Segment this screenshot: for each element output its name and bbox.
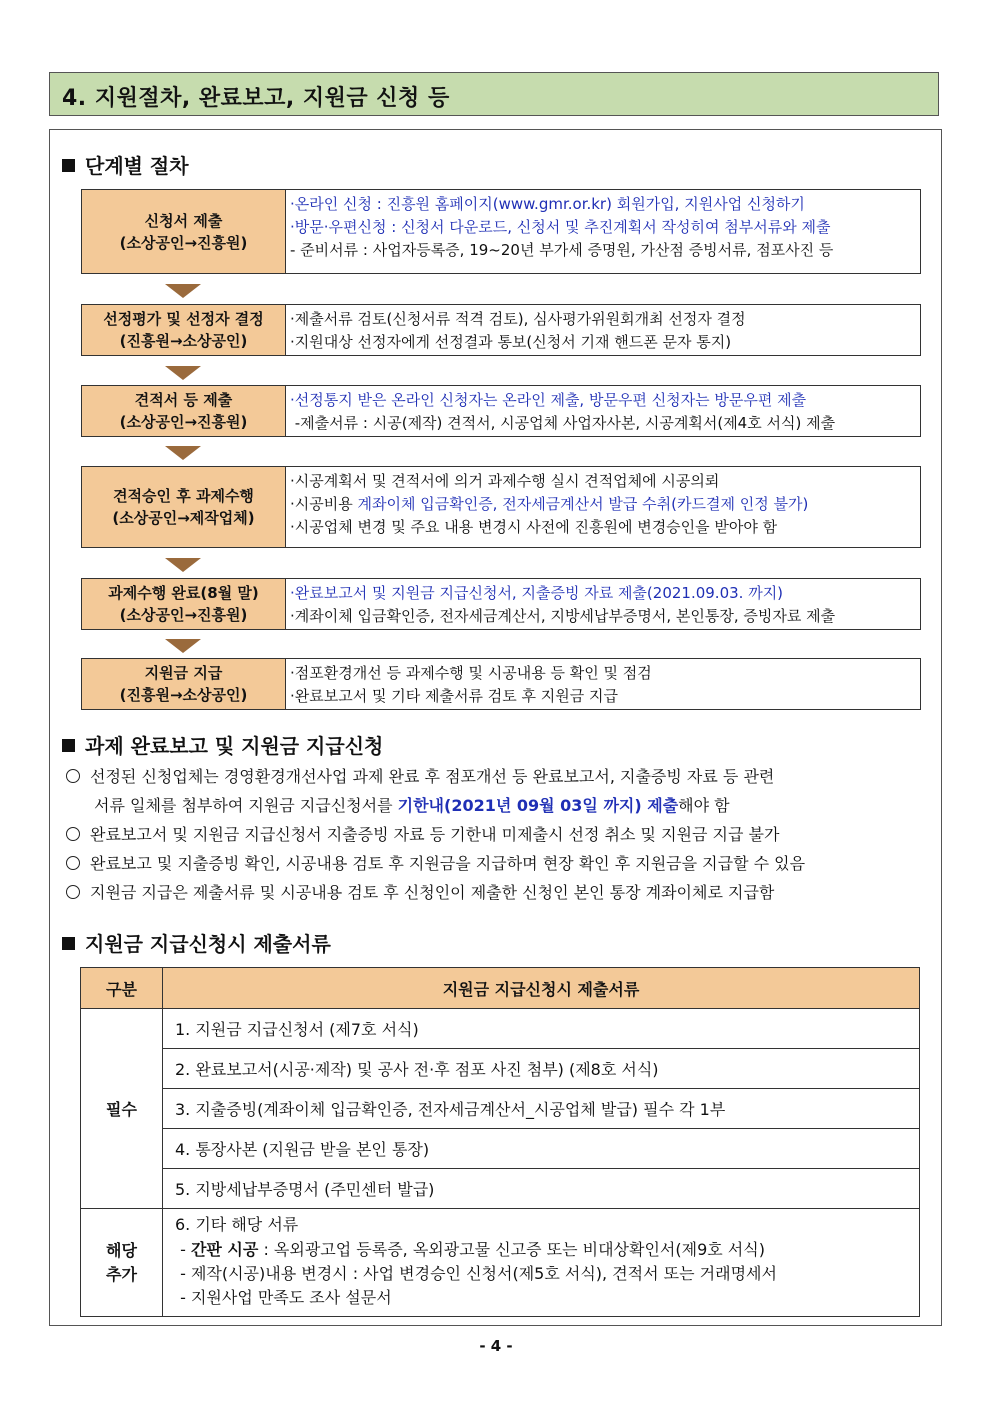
down-arrow-icon — [165, 366, 201, 380]
step-label-line2: (소상공인→제작업체) — [112, 509, 255, 527]
circle-bullet-icon — [66, 856, 80, 870]
report-text: 완료보고서 및 지원금 지급신청서 지출증빙 자료 등 기한내 미제출시 선정 취소 및 지원금 지급 불가 — [90, 825, 780, 844]
step-label-line1: 과제수행 완료(8월 말) — [108, 584, 259, 602]
down-arrow-icon — [165, 558, 201, 572]
report-text: 지원금 지급은 제출서류 및 시공내용 검토 후 신청인이 제출한 신청인 본인 통장 계좌이체로 지급함 — [90, 883, 775, 902]
step-box-payment — [81, 658, 921, 710]
report-text: 선정된 신청업체는 경영환경개선사업 과제 완료 후 점포개선 등 완료보고서, 지출증빙 자료 등 관련 — [90, 767, 775, 786]
table-row — [81, 1169, 920, 1209]
step-label-line2: (진흥원→소상공인) — [119, 686, 248, 704]
extra-text: : 옥외광고업 등록증, 옥외광고물 신고증 또는 비대상확인서(제9호 서식) — [258, 1240, 765, 1259]
down-arrow-icon — [165, 446, 201, 460]
report-paragraph-4 — [66, 878, 774, 907]
square-bullet-icon — [62, 739, 75, 752]
step-label-line1: 지원금 지급 — [144, 664, 223, 682]
document-item: 4. 통장사본 (지원금 받을 본인 통장) — [163, 1129, 920, 1169]
step-label — [82, 659, 286, 709]
step-line: ·온라인 신청 : 진흥원 홈페이지(www.gmr.or.kr) 회원가입, 지원사업 신청하기 — [290, 195, 805, 213]
step-label-line2: (소상공인→진흥원) — [119, 606, 248, 624]
report-paragraph-2 — [66, 820, 779, 849]
extra-sub-line: - 제작(시공)내용 변경시 : 사업 변경승인 신청서(제5호 서식), 견적서 또는 거래명세서 — [175, 1264, 777, 1283]
step-line: ·완료보고서 및 지원금 지급신청서, 지출증빙 자료 제출(2021.09.03. 까지) — [290, 584, 784, 602]
document-item: 5. 지방세납부증명서 (주민센터 발급) — [163, 1169, 920, 1209]
square-bullet-icon — [62, 937, 75, 950]
report-paragraph-1-cont — [94, 791, 730, 820]
report-text: 서류 일체를 첨부하여 지원금 지급신청서를 — [94, 796, 398, 815]
step-label — [82, 190, 286, 273]
circle-bullet-icon — [66, 769, 80, 783]
extra-sub-line: - 지원사업 만족도 조사 설문서 — [175, 1288, 392, 1307]
step-body — [286, 190, 920, 273]
header-title: 4. 지원절차, 완료보고, 지원금 신청 등 — [62, 86, 450, 111]
step-body — [286, 579, 920, 629]
step-line: - 준비서류 : 사업자등록증, 19~20년 부가세 증명원, 가산점 증빙서류, 점포사진 등 — [290, 241, 834, 259]
circle-bullet-icon — [66, 885, 80, 899]
report-paragraph-1 — [66, 762, 774, 791]
step-line: ·지원대상 선정자에게 선정결과 통보(신청서 기재 핸드폰 문자 통지) — [290, 333, 732, 351]
circle-bullet-icon — [66, 827, 80, 841]
step-label — [82, 467, 286, 547]
step-line: ·방문·우편신청 : 신청서 다운로드, 신청서 및 추진계획서 작성히여 첨부서류와 제출 — [290, 218, 831, 236]
report-text: 해야 함 — [678, 796, 730, 815]
step-line: ·완료보고서 및 기타 제출서류 검토 후 지원금 지급 — [290, 687, 618, 705]
report-section-title — [62, 730, 383, 759]
step-label-line2: (소상공인→진흥원) — [119, 413, 248, 431]
category-extra-line1: 해당 — [106, 1240, 137, 1260]
step-line: ·선정통지 받은 온라인 신청자는 온라인 제출, 방문우편 신청자는 방문우편 제출 — [290, 391, 807, 409]
page-number: - 4 - — [479, 1337, 513, 1355]
document-item: 3. 지출증빙(계좌이체 입금확인증, 전자세금계산서_시공업체 발급) 필수 각 1부 — [163, 1089, 920, 1129]
table-row — [81, 1209, 920, 1317]
step-line — [290, 493, 920, 516]
step-line: ·계좌이체 입금확인증, 전자세금계산서, 지방세납부증명서, 본인통장, 증빙자료 제출 — [290, 607, 836, 625]
step-label-line1: 선정평가 및 선정자 결정 — [103, 310, 264, 328]
step-label-line1: 견적승인 후 과제수행 — [113, 487, 254, 505]
step-label-line2: (소상공인→진흥원) — [119, 233, 248, 252]
steps-title-text: 단계별 절차 — [85, 154, 189, 178]
table-row — [81, 1089, 920, 1129]
report-text: 완료보고 및 지출증빙 확인, 시공내용 검토 후 지원금을 지급하며 현장 확인 후 지원금을 지급할 수 있음 — [90, 854, 806, 873]
step-box-estimate — [81, 385, 921, 437]
extra-sub-line — [175, 1238, 919, 1262]
report-title-text: 과제 완료보고 및 지원금 지급신청 — [85, 734, 384, 758]
extra-dash: - — [175, 1240, 191, 1259]
table-row — [81, 1129, 920, 1169]
extra-head: 6. 기타 해당 서류 — [175, 1215, 299, 1234]
step-line: ·시공업체 변경 및 주요 내용 변경시 사전에 진흥원에 변경승인을 받아야 함 — [290, 518, 778, 536]
down-arrow-icon — [165, 639, 201, 653]
report-paragraph-3 — [66, 849, 805, 878]
step-line: ·시공계획서 및 견적서에 의거 과제수행 실시 견적업체에 시공의뢰 — [290, 472, 720, 490]
step-label — [82, 305, 286, 355]
document-item: 1. 지원금 지급신청서 (제7호 서식) — [163, 1009, 920, 1049]
step-body — [286, 467, 920, 547]
table-row — [81, 1009, 920, 1049]
step-box-execution — [81, 466, 921, 548]
step-box-selection — [81, 304, 921, 356]
category-extra-line2: 추가 — [106, 1264, 137, 1284]
step-label-line1: 신청서 제출 — [144, 211, 223, 230]
step-line-prefix: ·시공비용 — [290, 495, 358, 513]
docs-title-text: 지원금 지급신청시 제출서류 — [85, 932, 331, 956]
step-body — [286, 659, 920, 709]
step-label-line2: (진흥원→소상공인) — [119, 332, 248, 350]
down-arrow-icon — [165, 284, 201, 298]
column-header-documents: 지원금 지급신청시 제출서류 — [163, 968, 920, 1009]
step-body — [286, 386, 920, 436]
step-line: ·제출서류 검토(신청서류 적격 검토), 심사평가위원회개최 선정자 결정 — [290, 310, 746, 328]
category-extra — [81, 1209, 163, 1317]
required-documents-table — [80, 967, 920, 1317]
step-box-completion — [81, 578, 921, 630]
steps-section-title — [62, 150, 189, 179]
column-header-category: 구분 — [81, 968, 163, 1009]
document-item-extra — [163, 1209, 920, 1317]
section-header — [49, 72, 939, 116]
square-bullet-icon — [62, 159, 75, 172]
extra-bold: 간판 시공 — [190, 1240, 259, 1259]
step-line: -제출서류 : 시공(제작) 견적서, 시공업체 사업자사본, 시공계획서(제4호 서식) 제출 — [290, 414, 836, 432]
table-row — [81, 1049, 920, 1089]
category-required: 필수 — [81, 1009, 163, 1209]
step-label — [82, 386, 286, 436]
step-line-highlight: 계좌이체 입금확인증, 전자세금계산서 발급 수취(카드결제 인정 불가) — [357, 495, 809, 513]
step-box-apply — [81, 189, 921, 274]
step-label-line1: 견적서 등 제출 — [134, 391, 233, 409]
document-item: 2. 완료보고서(시공·제작) 및 공사 전·후 점포 사진 첨부) (제8호 서식) — [163, 1049, 920, 1089]
step-body — [286, 305, 920, 355]
table-header-row — [81, 968, 920, 1009]
docs-section-title — [62, 928, 331, 957]
step-label — [82, 579, 286, 629]
deadline-highlight: 기한내(2021년 09월 03일 까지) 제출 — [397, 796, 679, 815]
step-line: ·점포환경개선 등 과제수행 및 시공내용 등 확인 및 점검 — [290, 664, 652, 682]
